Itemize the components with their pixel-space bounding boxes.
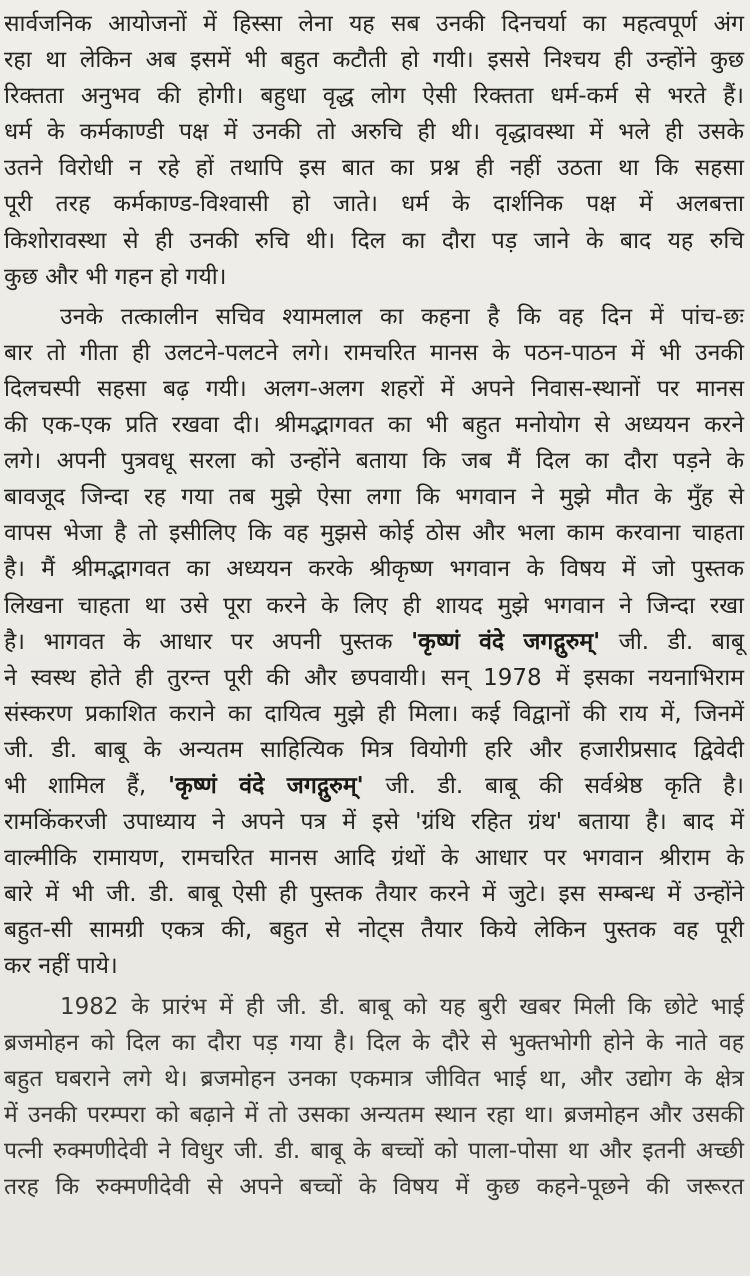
text-line: ब्रजमोहन को दिल का दौरा पड़ गया है। दिल के दौरे से भुक्तभोगी होने के नाते वह: [4, 1029, 744, 1056]
book-title: 'कृष्णं वंदे जगद्गुरुम्': [411, 628, 601, 655]
text-line: तरह कि रुक्मणीदेवी से अपने बच्चों के विषय में कुछ कहने-पूछने की जरूरत: [4, 1174, 744, 1200]
text-line: वाल्मीकि रामायण, रामचरित मानस आदि ग्रंथों के आधार पर भगवान श्रीराम के: [4, 845, 744, 872]
text-line: ने स्वस्थ होते ही तुरन्त पूरी की और छपवायी। सन् 1978 में इसका नयनाभिराम: [4, 664, 744, 691]
text-line: [4, 624, 744, 660]
text-line: कुछ और भी गहन हो गयी।: [4, 263, 227, 290]
text-line: सार्वजनिक आयोजनों में हिस्सा लेना यह सब उनकी दिनचर्या का महत्वपूर्ण अंग: [4, 11, 744, 37]
text-line: बहुत-सी सामग्री एकत्र की, बहुत से नोट्स तैयार किये लेकिन पुस्तक वह पूरी: [4, 917, 744, 944]
paragraph-1: [4, 6, 744, 295]
text-line: कर नहीं पाये।: [4, 953, 118, 980]
text-line: 1982 के प्रारंभ में ही जी. डी. बाबू को यह बुरी खबर मिली कि छोटे भाई: [60, 993, 744, 1020]
text-line: संस्करण प्रकाशित कराने का दायित्व मुझे ही मिला। कई विद्वानों की राय में, जिनमें: [4, 700, 744, 727]
text-line: में उनकी परम्परा को बढ़ाने में तो उसका अन्यतम स्थान रहा था। ब्रजमोहन और उसकी: [4, 1101, 744, 1128]
text-segment: जी. डी. बाबू: [618, 628, 744, 655]
text-line: किशोरावस्था से ही उनकी रुचि थी। दिल का दौरा पड़ जाने के बाद यह रुचि: [4, 227, 744, 254]
text-line: उनके तत्कालीन सचिव श्यामलाल का कहना है कि वह दिन में पांच-छः: [60, 303, 744, 330]
text-line: [4, 768, 744, 804]
text-line: पूरी तरह कर्मकाण्ड-विश्वासी हो जाते। धर्म के दार्शनिक पक्ष में अलबत्ता: [4, 191, 744, 218]
text-line: धर्म के कर्मकाण्डी पक्ष में उनकी तो अरुचि ही थी। वृद्धावस्था में भले ही उसके: [4, 119, 744, 146]
text-line: लगे। अपनी पुत्रवधू सरला को उन्होंने बताया कि जब मैं दिल का दौरा पड़ने के: [4, 448, 744, 475]
text-line: रहा था लेकिन अब इसमें भी बहुत कटौती हो गयी। इससे निश्चय ही उन्होंने कुछ: [4, 47, 744, 74]
text-line: रिक्तता अनुभव की होगी। बहुधा वृद्ध लोग ऐसी रिक्तता धर्म-कर्म से भरते हैं।: [4, 83, 744, 110]
paragraph-3: [4, 989, 744, 1206]
text-line: बार तो गीता ही उलटने-पलटने लगे। रामचरित मानस के पठन-पाठन में भी उनकी: [4, 339, 744, 366]
text-segment: जी. डी. बाबू की सर्वश्रेष्ठ कृति है।: [385, 772, 744, 799]
text-line: बारे में भी जी. डी. बाबू ऐसी ही पुस्तक तैयार करने में जुटे। इस सम्बन्ध में उन्होंने: [4, 881, 744, 908]
text-line: रामकिंकरजी उपाध्याय ने अपने पत्र में इसे 'ग्रंथि रहित ग्रंथ' बताया है। बाद में: [4, 809, 744, 836]
text-line: की एक-एक प्रति रखवा दी। श्रीमद्भागवत का भी बहुत मनोयोग से अध्ययन करने: [4, 412, 744, 439]
text-line: पत्नी रुक्मणीदेवी ने विधुर जी. डी. बाबू के बच्चों को पाला-पोसा था और इतनी अच्छी: [4, 1137, 744, 1164]
text-line: बहुत घबराने लगे थे। ब्रजमोहन उनका एकमात्र जीवित भाई था, और उद्योग के क्षेत्र: [4, 1065, 744, 1092]
paragraph-2: [4, 299, 744, 985]
text-line: वापस भेजा है तो इसीलिए कि वह मुझसे कोई ठोस और भला काम करवाना चाहता: [4, 520, 744, 547]
text-line: उतने विरोधी न रहे हों तथापि इस बात का प्रश्न ही नहीं उठता था कि सहसा: [4, 155, 744, 182]
text-line: बावजूद जिन्दा रह गया तब मुझे ऐसा लगा कि भगवान ने मुझे मौत के मुँह से: [4, 484, 744, 511]
text-line: है। मैं श्रीमद्भागवत का अध्ययन करके श्रीकृष्ण भगवान के विषय में जो पुस्तक: [4, 556, 744, 583]
text-line: लिखना चाहता था उसे पूरा करने के लिए ही शायद मुझे भगवान ने जिन्दा रखा: [4, 592, 744, 619]
text-line: दिलचस्पी सहसा बढ़ गयी। अलग-अलग शहरों में अपने निवास-स्थानों पर मानस: [4, 375, 744, 402]
text-segment: भी शामिल हैं,: [4, 772, 147, 799]
text-segment: है। भागवत के आधार पर अपनी पुस्तक: [4, 628, 393, 655]
text-line: जी. डी. बाबू के अन्यतम साहित्यिक मित्र वियोगी हरि और हजारीप्रसाद द्विवेदी: [4, 736, 744, 763]
book-title: 'कृष्णं वंदे जगद्गुरुम्': [168, 772, 364, 799]
